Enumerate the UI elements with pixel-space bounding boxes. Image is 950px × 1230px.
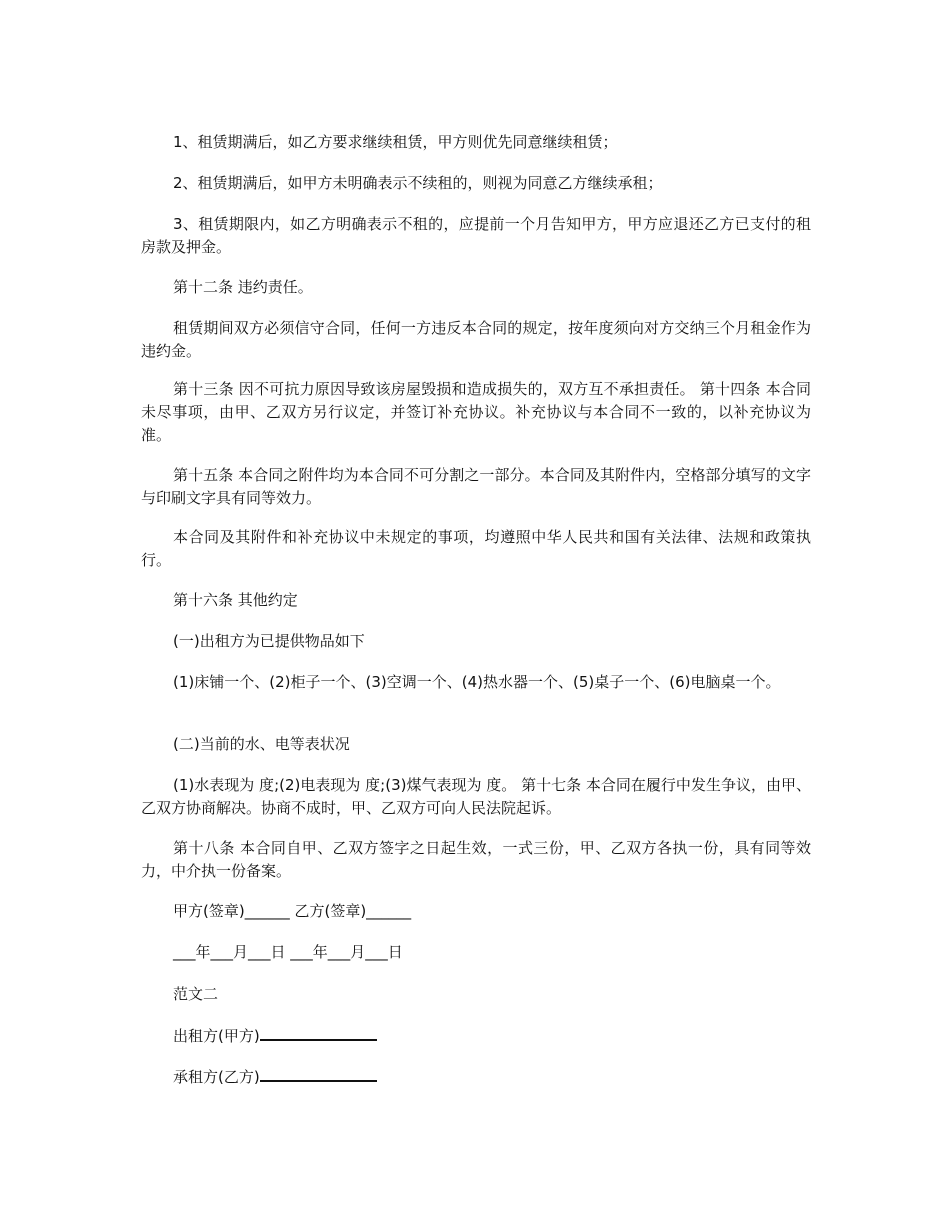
paragraph: (1)水表现为 度;(2)电表现为 度;(3)煤气表现为 度。 第十七条 本合同在履行中发生争议，由甲、乙双方协商解决。协商不成时，甲、乙双方可向人民法院起诉。	[141, 776, 811, 817]
lessee-line	[141, 1065, 811, 1089]
paragraph: (二)当前的水、电等表状况	[173, 735, 350, 753]
article-heading: 第十六条 其他约定	[173, 591, 298, 609]
lessor-label: 出租方(甲方)	[173, 1027, 260, 1045]
date-line: ___年___月___日 ___年___月___日	[173, 943, 403, 961]
paragraph: (一)出租方为已提供物品如下	[173, 632, 365, 650]
lessee-blank	[260, 1065, 377, 1082]
section-title: 范文二	[173, 985, 219, 1003]
paragraph: 3、租赁期限内，如乙方明确表示不租的，应提前一个月告知甲方，甲方应退还乙方已支付的租房款及押金。	[141, 215, 811, 256]
article-heading: 第十二条 违约责任。	[173, 278, 313, 296]
paragraph: 2、租赁期满后，如甲方未明确表示不续租的，则视为同意乙方继续承租；	[173, 174, 663, 192]
lessor-line	[141, 1024, 811, 1048]
paragraph: 租赁期间双方必须信守合同，任何一方违反本合同的规定，按年度须向对方交纳三个月租金作为违约金。	[141, 319, 811, 360]
paragraph: 第十三条 因不可抗力原因导致该房屋毁损和造成损失的，双方互不承担责任。 第十四条 本合同未尽事项，由甲、乙双方另行议定，并签订补充协议。补充协议与本合同不一致的，以补充协议为准。	[141, 380, 811, 444]
paragraph: 第十五条 本合同之附件均为本合同不可分割之一部分。本合同及其附件内，空格部分填写的文字与印刷文字具有同等效力。	[141, 466, 811, 507]
paragraph: 第十八条 本合同自甲、乙双方签字之日起生效，一式三份，甲、乙双方各执一份，具有同等效力，中介执一份备案。	[141, 839, 811, 880]
paragraph: (1)床铺一个、(2)柜子一个、(3)空调一个、(4)热水器一个、(5)桌子一个、(6)电脑桌一个。	[173, 673, 781, 691]
lessee-label: 承租方(乙方)	[173, 1068, 260, 1086]
paragraph: 1、租赁期满后，如乙方要求继续租赁，甲方则优先同意继续租赁；	[173, 133, 618, 151]
paragraph: 本合同及其附件和补充协议中未规定的事项，均遵照中华人民共和国有关法律、法规和政策执行。	[141, 528, 811, 569]
lessor-blank	[260, 1024, 377, 1041]
signature-line: 甲方(签章)______ 乙方(签章)______	[173, 902, 412, 920]
